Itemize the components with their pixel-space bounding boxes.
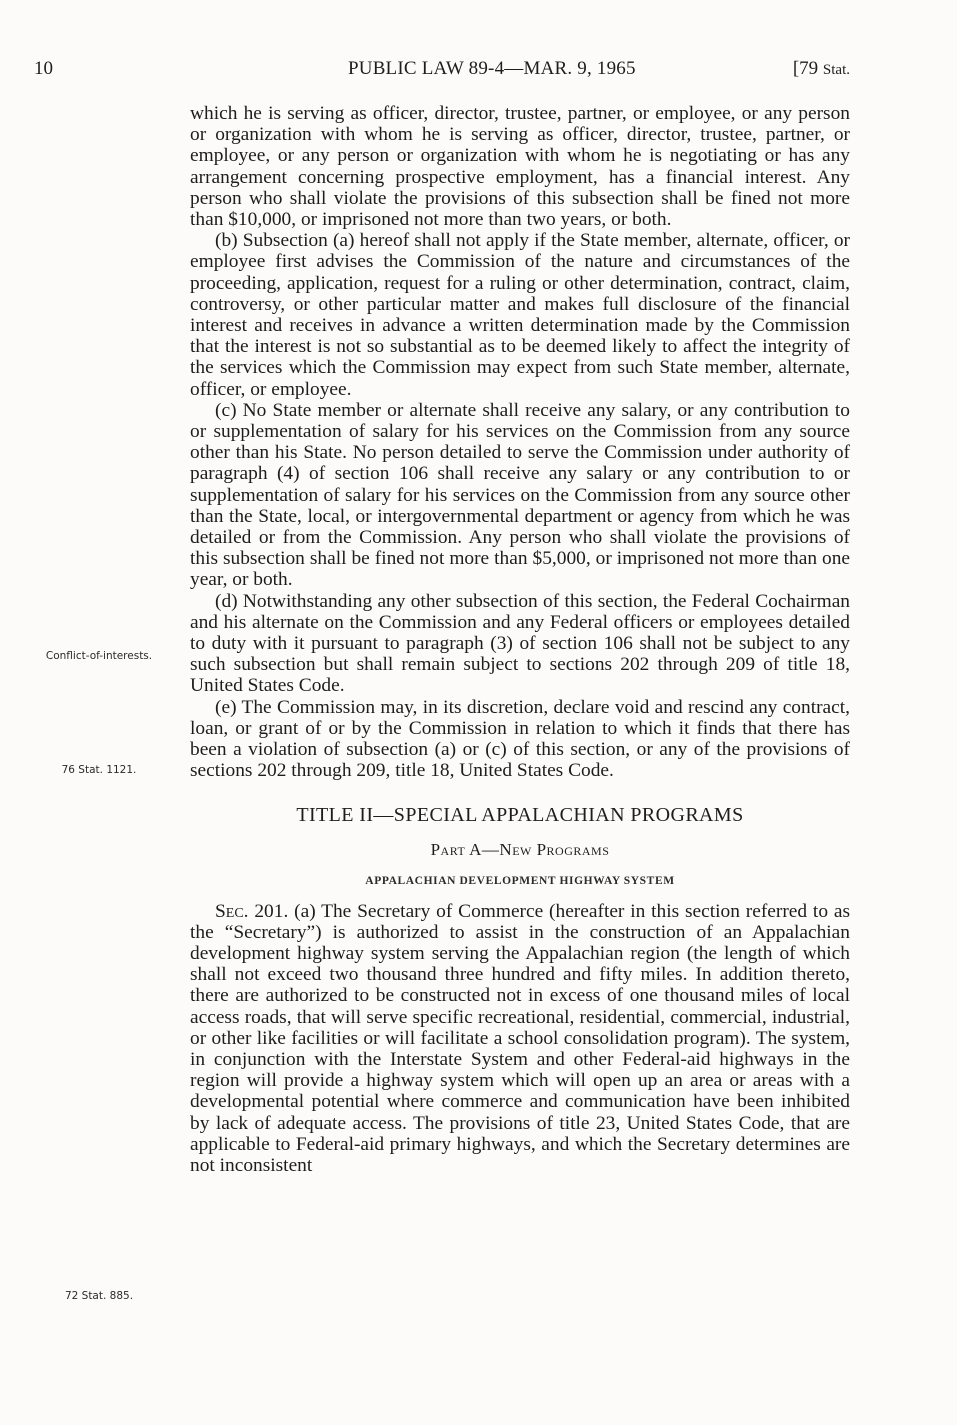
margin-note-72-stat-885: 72 Stat. 885. (64, 1290, 134, 1302)
section-label: Sec. (215, 900, 249, 922)
statute-reference-label: Stat. (822, 62, 850, 78)
page-number: 10 (34, 58, 53, 79)
title-heading: TITLE II—SPECIAL APPALACHIAN PROGRAMS (296, 803, 744, 826)
paragraph-subsection-c: (c) No State member or alternate shall receive any salary, or any contribution to or supplementation of salary for his services on the Commission from any source other than his State. No person detailed to serve the Commission under authority of paragraph (4) of section 106 shall receive any salary or any contribution to or supplementation of salary for his services on the Commission from any source other than the State, local, or intergovernmental department or agency from which he was detailed or from the Commission. Any person who shall violate the provisions of this subsection shall be fined not more than $5,000, or imprisoned not more than one year, or both. (190, 399, 850, 591)
statute-body (190, 103, 850, 1176)
margin-note-76-stat-1121: 76 Stat. 1121. (61, 764, 137, 776)
paragraph-subsection-e: (e) The Commission may, in its discretion, declare void and rescind any contract, loan, or grant of or by the Commission in relation to which it finds that there has been a violation of subsection (a) or (c) of this section, or any of the provisions of sections 202 through 209, title 18, United States Code. (190, 696, 850, 782)
page-header (34, 58, 850, 84)
margin-note-conflict-of-interests: Conflict-of-interests. (45, 650, 153, 662)
part-heading: Part A—New Programs (430, 839, 610, 859)
paragraph-section-201 (190, 901, 850, 1177)
paragraph-subsection-b: (b) Subsection (a) hereof shall not apply if the State member, alternate, officer, or employee first advises the Commission of the nature and circumstances of the proceeding, application, request for a ruling or other determination, contract, claim, controversy, or other particular matter and makes full disclosure of the financial interest and receives in advance a written determination made by the Commission that the interest is not so substantial as to be deemed likely to affect the integrity of the services which the Commission may expect from such State member, alternate, officer, or employee. (190, 230, 850, 400)
section-201-text: 201. (a) The Secretary of Commerce (hereafter in this section referred to as the “Secretary”) is authorized to assist in the construction of an Appalachian development highway system serving the Appalachian region (the length of which shall not exceed two thousand three hundred and fifty miles. In addition thereto, there are authorized to be constructed not in excess of one thousand miles of local access roads, that will serve specific recreational, residential, commercial, industrial, or other like facilities or will facilitate a school consolidation program). The system, in conjunction with the Interstate System and other Federal-aid highways in the region will provide a highway system which will open up an area or areas with a developmental potential where commerce and communication have been inhibited by lack of adequate access. The provisions of title 23, United States Code, that are applicable to Federal-aid primary highways, and which the Secretary determines are not inconsistent (190, 900, 850, 1176)
statute-reference (793, 58, 850, 80)
paragraph-subsection-d: (d) Notwithstanding any other subsection of this section, the Federal Cochairman and his alternate on the Commission and any Federal officers or employees detailed to duty with it pursuant to paragraph (3) of section 106 shall not be subject to any such subsection but shall remain subject to sections 202 through 209 of title 18, United States Code. (190, 590, 850, 697)
statute-reference-volume: [79 (792, 58, 823, 79)
paragraph-continuation: which he is serving as officer, director, trustee, partner, or employee, or any person or organization with whom he is serving as officer, director, trustee, partner, or employee, or any person or organization with whom he is negotiating or has any arrangement concerning prospective employment, has a financial interest. Any person who shall violate the provisions of this subsection shall be fined not more than $10,000, or imprisoned not more than two years, or both. (190, 103, 850, 231)
running-title: PUBLIC LAW 89-4—MAR. 9, 1965 (348, 58, 636, 79)
section-subheading: APPALACHIAN DEVELOPMENT HIGHWAY SYSTEM (365, 874, 675, 887)
